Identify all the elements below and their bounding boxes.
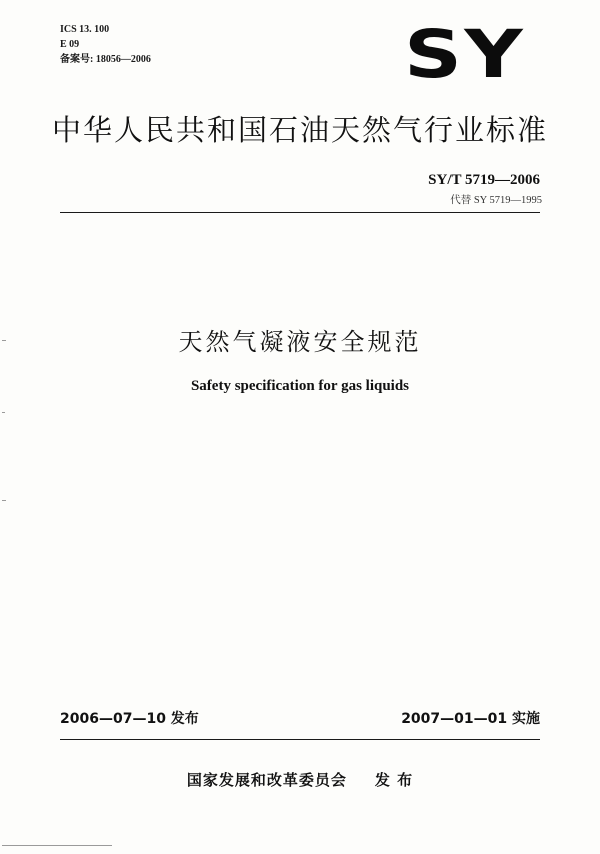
effective-date: 2007—01—01 实施 bbox=[401, 711, 540, 727]
issuer-action: 发 布 bbox=[374, 771, 414, 789]
scan-mark bbox=[2, 412, 5, 413]
footer-divider bbox=[60, 739, 540, 740]
ics-code: ICS 13. 100 bbox=[60, 24, 110, 35]
standard-number: SY/T 5719—2006 bbox=[428, 172, 540, 188]
ccs-code: E 09 bbox=[60, 39, 80, 50]
document-title-chinese: 天然气凝液安全规范 bbox=[178, 328, 422, 356]
filing-number: 备案号: 18056—2006 bbox=[60, 54, 151, 65]
organization-title: 中华人民共和国石油天然气行业标准 bbox=[51, 113, 548, 147]
classification-block bbox=[60, 22, 151, 67]
issuer-name: 国家发展和改革委员会 bbox=[186, 771, 347, 789]
header-divider bbox=[60, 212, 540, 213]
issuing-authority bbox=[0, 769, 600, 790]
issue-date: 2006—07—10 发布 bbox=[60, 711, 199, 727]
document-title-english: Safety specification for gas liquids bbox=[190, 378, 410, 394]
sy-logo: SY bbox=[404, 16, 526, 93]
scan-mark bbox=[2, 845, 112, 846]
replaces-standard: 代替 SY 5719—1995 bbox=[450, 195, 542, 206]
scan-mark bbox=[2, 340, 6, 341]
scan-mark bbox=[2, 500, 6, 501]
